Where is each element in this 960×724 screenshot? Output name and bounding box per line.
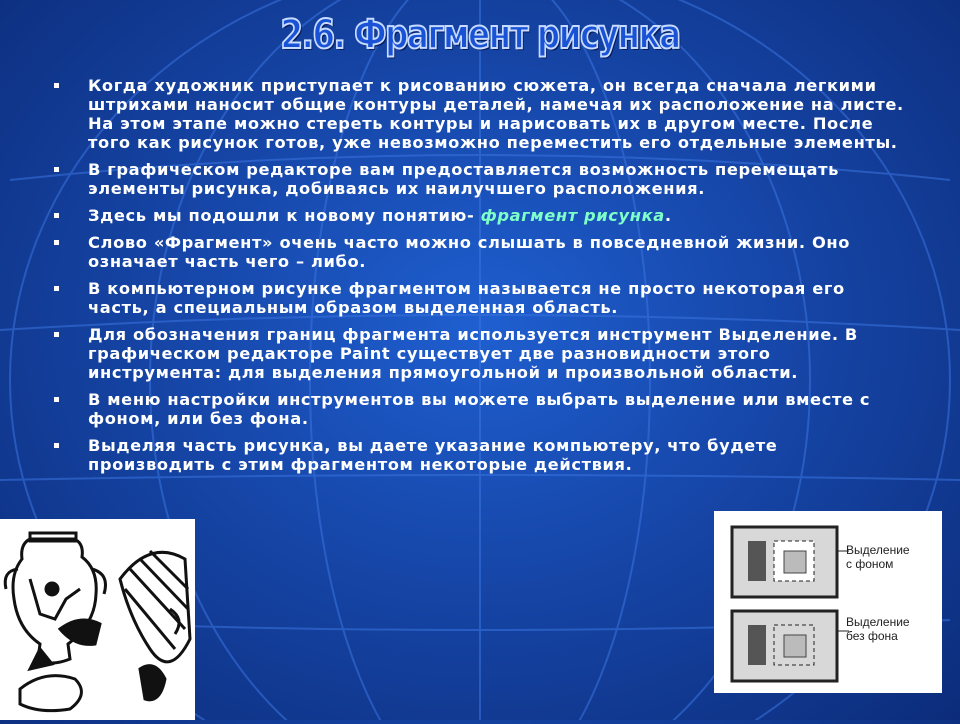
bullet-marker (54, 83, 59, 88)
bullet-item: Здесь мы подошли к новому понятию- фрагмент рисунка. (48, 206, 908, 225)
highlight-term: фрагмент рисунка (480, 206, 665, 225)
caption-without-background: Выделение без фона (846, 615, 910, 643)
selection-modes-illustration (714, 511, 942, 693)
bullet-item: Выделяя часть рисунка, вы даете указание компьютеру, что будете производить с этим фрагментом некоторые действия. (48, 436, 908, 474)
drawing-fragments-illustration (0, 519, 195, 720)
bullet-list (48, 76, 908, 482)
bullet-marker (54, 332, 59, 337)
bullet-item: Для обозначения границ фрагмента используется инструмент Выделение. В графическом редакторе Paint существует две разновидности этого инструмента: для выделения прямоугольной и произвольной области. (48, 325, 908, 382)
bullet-item: В меню настройки инструментов вы можете выбрать выделение или вместе с фоном, или без фона. (48, 390, 908, 428)
caption-with-background: Выделение с фоном (846, 543, 910, 571)
selection-example-icon (714, 511, 942, 693)
bullet-marker (54, 213, 59, 218)
bullet-item: Слово «Фрагмент» очень часто можно слышать в повседневной жизни. Оно означает часть чего – либо. (48, 233, 908, 271)
bullet-marker (54, 240, 59, 245)
slide-title: 2.6. Фрагмент рисунка (280, 12, 680, 58)
bullet-marker (54, 443, 59, 448)
bullet-marker (54, 397, 59, 402)
bullet-marker (54, 286, 59, 291)
bullet-item: В графическом редакторе вам предоставляется возможность перемещать элементы рисунка, добиваясь их наилучшего расположения. (48, 160, 908, 198)
bullet-item: В компьютерном рисунке фрагментом называется не просто некоторая его часть, а специальным образом выделенная область. (48, 279, 908, 317)
vase-sketch-icon (0, 519, 195, 720)
bullet-marker (54, 167, 59, 172)
bullet-item: Когда художник приступает к рисованию сюжета, он всегда сначала легкими штрихами наносит общие контуры деталей, намечая их расположение на листе. На этом этапе можно стереть контуры и нарисовать их в другом месте. После того как рисунок готов, уже невозможно переместить его отдельные элементы. (48, 76, 908, 152)
